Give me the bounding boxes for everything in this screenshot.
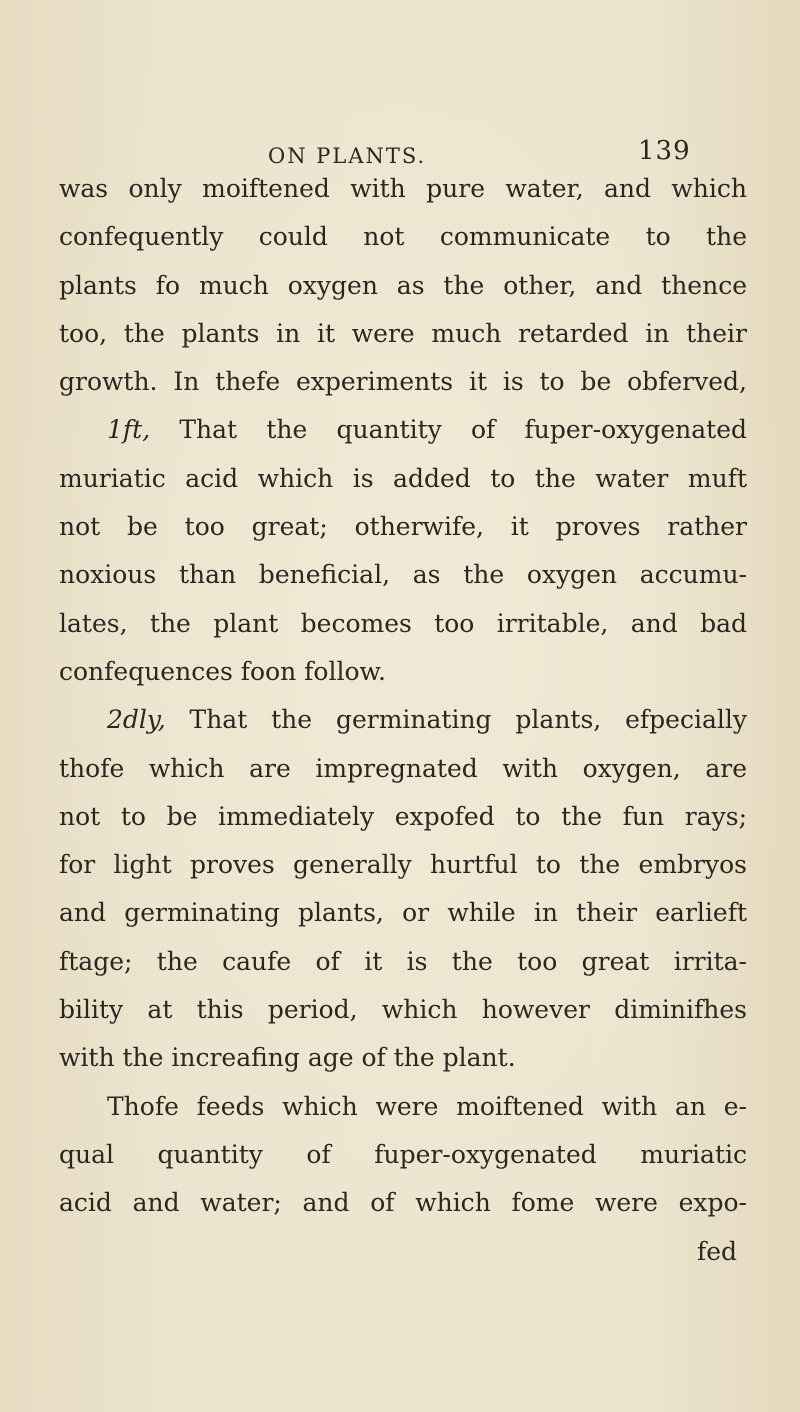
line-text: That the germinating plants, efpecially — [189, 705, 747, 735]
text-line: Thofe feeds which were moiftened with an e- — [107, 1091, 747, 1121]
text-line: with the increafing age of the plant. — [59, 1043, 516, 1073]
catchword: fed — [696, 1236, 737, 1266]
text-line: confequences foon follow. — [59, 656, 386, 686]
text-line: confequently could not communicate to the — [59, 222, 747, 252]
text-line: muriatic acid which is added to the water muft — [59, 463, 747, 493]
text-line: acid and water; and of which fome were expo- — [59, 1188, 747, 1218]
text-line: plants fo much oxygen as the other, and thence — [59, 270, 747, 300]
ordinal-marker: 2dly, — [107, 705, 166, 735]
text-line: and germinating plants, or while in their earlieft — [59, 898, 747, 928]
text-line: thofe which are impregnated with oxygen, are — [59, 753, 747, 783]
text-line — [59, 406, 747, 454]
text-line — [59, 696, 747, 744]
running-head-title: ON PLANTS. — [268, 144, 427, 168]
text-line: was only moiftened with pure water, and which — [59, 174, 747, 203]
text-line: noxious than beneficial, as the oxygen accumu- — [59, 560, 747, 590]
body-text — [59, 165, 747, 1276]
text-line: growth. In thefe experiments it is to be obferved, — [59, 367, 747, 397]
text-line: lates, the plant becomes too irritable, and bad — [59, 608, 747, 638]
text-line: not to be immediately expofed to the fun rays; — [59, 801, 747, 831]
text-line: not be too great; otherwife, it proves rather — [59, 512, 747, 542]
text-line: qual quantity of fuper-oxygenated muriatic — [59, 1139, 747, 1169]
running-head — [0, 116, 800, 168]
text-line: for light proves generally hurtful to the embryos — [59, 850, 747, 880]
text-line: bility at this period, which however diminifhes — [59, 995, 747, 1025]
page-number: 139 — [638, 136, 691, 166]
line-text: That the quantity of fuper-oxygenated — [179, 415, 747, 445]
text-line: ftage; the caufe of it is the too great irrita- — [59, 946, 747, 976]
text-line: too, the plants in it were much retarded in their — [59, 318, 747, 348]
ordinal-marker: 1ft, — [107, 415, 151, 445]
